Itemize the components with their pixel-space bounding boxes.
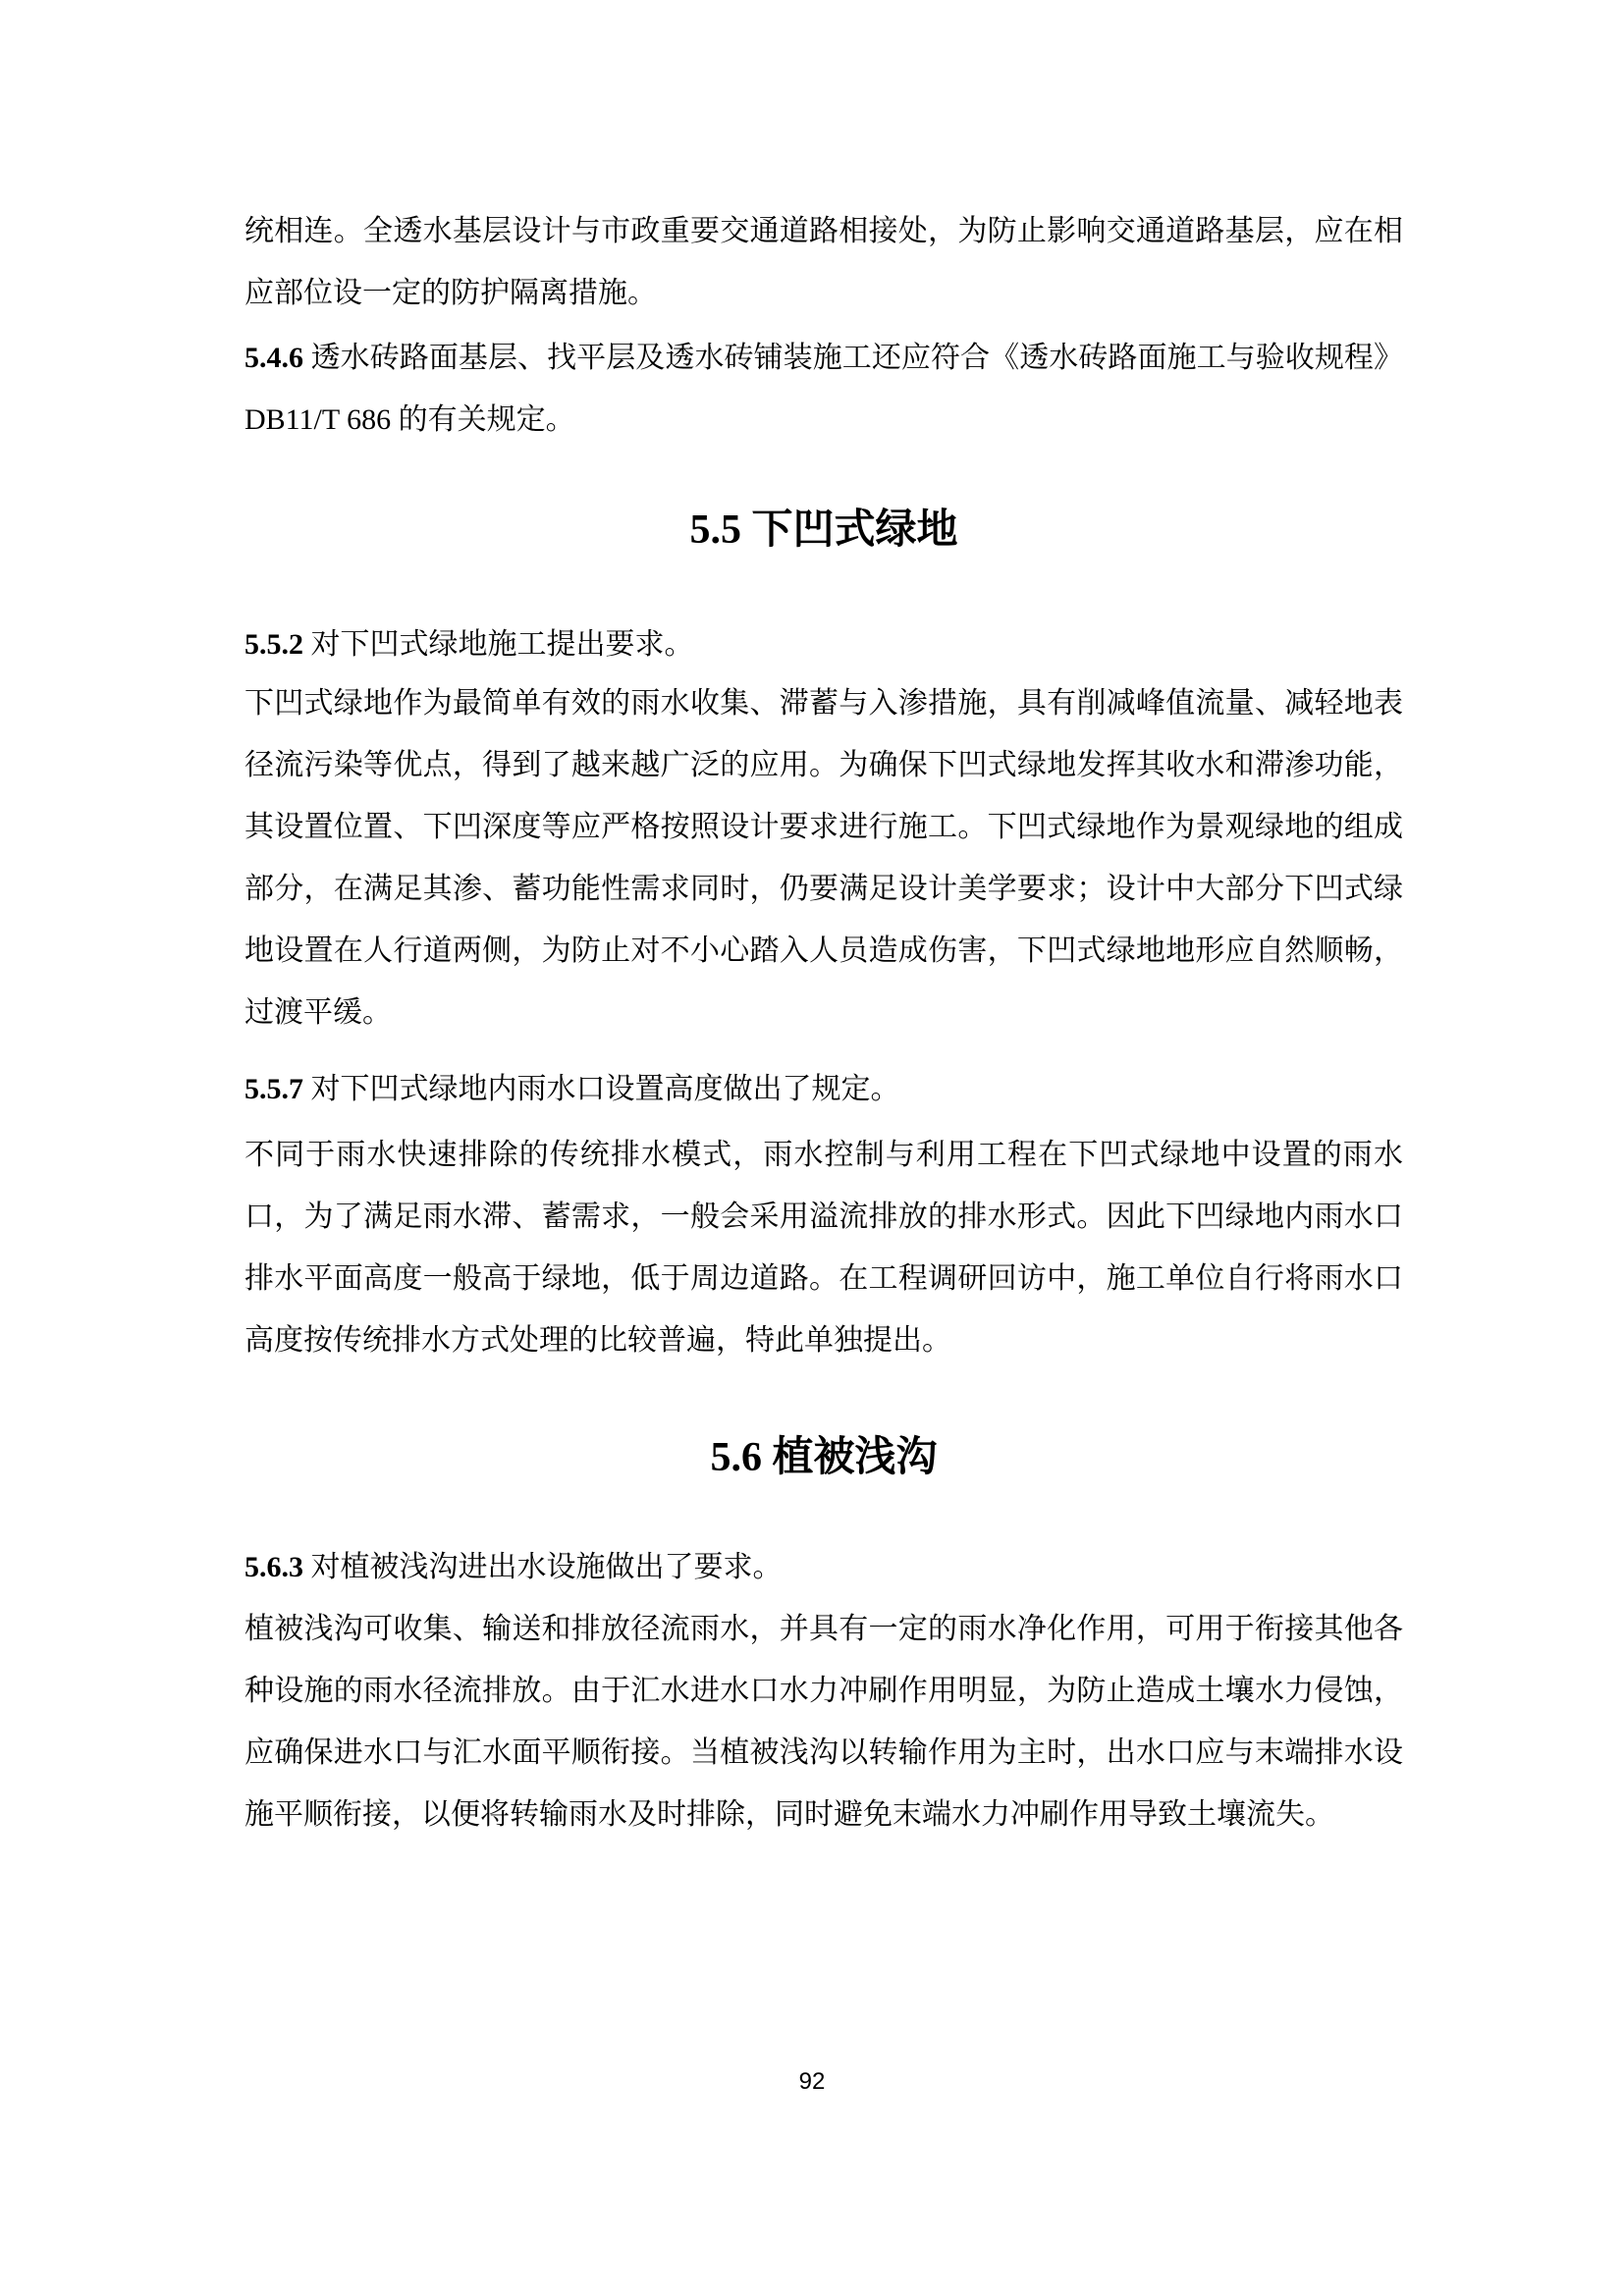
clause-5-6-3-text: 对植被浅沟进出水设施做出了要求。	[303, 1551, 783, 1583]
section-heading-5-6: 5.6 植被浅沟	[710, 1435, 938, 1480]
clause-5-4-6-text: 透水砖路面基层、找平层及透水砖铺装施工还应符合《透水砖路面施工与验收规程》DB11/T 686 的有关规定。	[244, 342, 1403, 436]
clause-5-5-7-number: 5.5.7	[244, 1073, 303, 1105]
clause-5-5-7-text: 对下凹式绿地内雨水口设置高度做出了规定。	[303, 1073, 900, 1105]
clause-5-4-6	[244, 327, 1403, 451]
clause-5-4-6-number: 5.4.6	[244, 342, 303, 374]
page-number: 92	[798, 2068, 826, 2095]
clause-5-5-7	[244, 1058, 1403, 1120]
clause-5-5-2	[244, 614, 1403, 675]
paragraph-5-5-2-body: 下凹式绿地作为最简单有效的雨水收集、滞蓄与入渗措施，具有削减峰值流量、减轻地表径流污染等优点，得到了越来越广泛的应用。为确保下凹式绿地发挥其收水和滞渗功能，其设置位置、下凹深度等应严格按照设计要求进行施工。下凹式绿地作为景观绿地的组成部分，在满足其渗、蓄功能性需求同时，仍要满足设计美学要求；设计中大部分下凹式绿地设置在人行道两侧，为防止对不小心踏入人员造成伤害，下凹式绿地地形应自然顺畅，过渡平缓。	[244, 687, 1403, 1029]
section-heading-5-5: 5.5 下凹式绿地	[689, 507, 958, 553]
paragraph-5-6-3-body: 植被浅沟可收集、输送和排放径流雨水，并具有一定的雨水净化作用，可用于衔接其他各种设施的雨水径流排放。由于汇水进水口水力冲刷作用明显，为防止造成土壤水力侵蚀，应确保进水口与汇水面平顺衔接。当植被浅沟以转输作用为主时，出水口应与末端排水设施平顺衔接，以便将转输雨水及时排除，同时避免末端水力冲刷作用导致土壤流失。	[244, 1613, 1403, 1831]
clause-5-6-3	[244, 1536, 1403, 1598]
clause-5-5-2-number: 5.5.2	[244, 628, 303, 661]
paragraph-5-5-7-body: 不同于雨水快速排除的传统排水模式，雨水控制与利用工程在下凹式绿地中设置的雨水口，为了满足雨水滞、蓄需求，一般会采用溢流排放的排水形式。因此下凹绿地内雨水口排水平面高度一般高于绿地，低于周边道路。在工程调研回访中，施工单位自行将雨水口高度按传统排水方式处理的比较普遍，特此单独提出。	[244, 1139, 1403, 1357]
clause-5-6-3-number: 5.6.3	[244, 1551, 303, 1583]
clause-5-5-2-text: 对下凹式绿地施工提出要求。	[303, 628, 694, 661]
paragraph-continuation: 统相连。全透水基层设计与市政重要交通道路相接处，为防止影响交通道路基层，应在相应部位设一定的防护隔离措施。	[244, 215, 1403, 309]
